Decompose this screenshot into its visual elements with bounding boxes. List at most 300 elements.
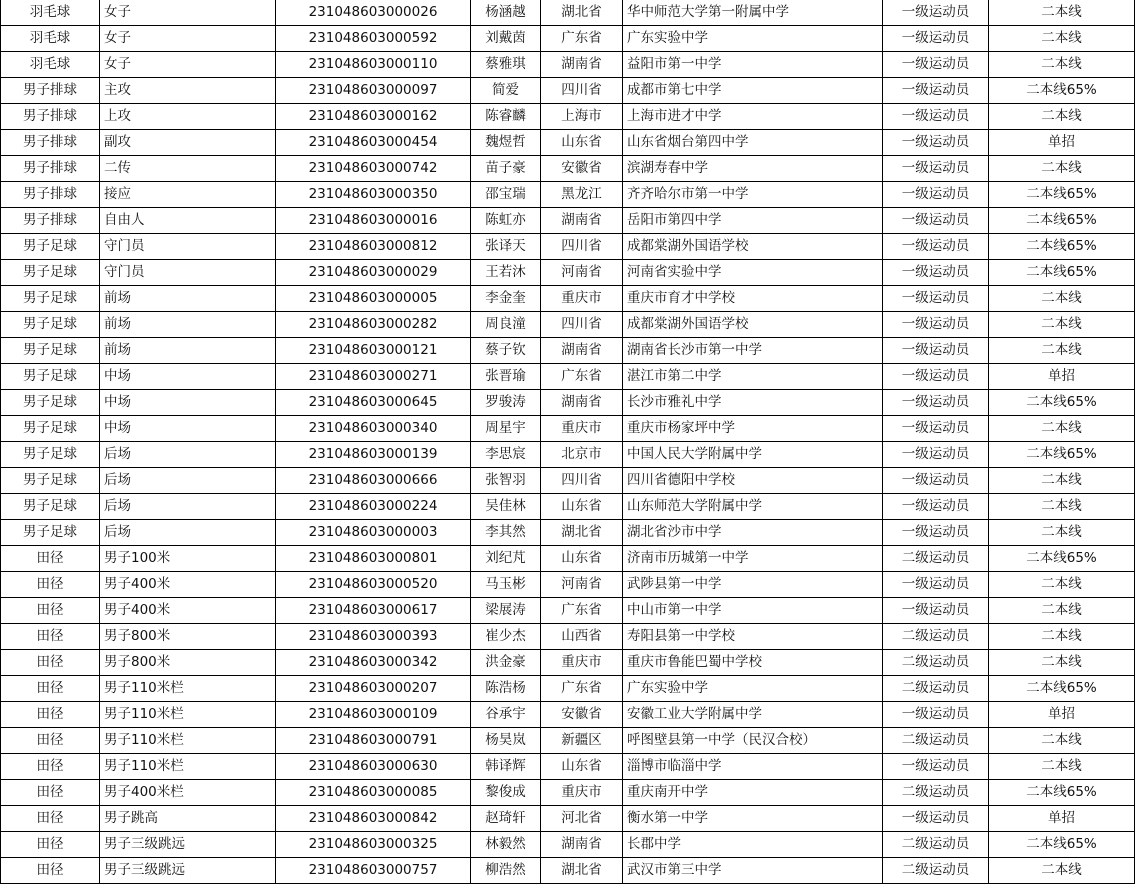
school-cell: 济南市历城第一中学 bbox=[623, 546, 883, 572]
event-cell: 前场 bbox=[100, 338, 276, 364]
table-row bbox=[1, 624, 1135, 650]
name-cell: 黎俊成 bbox=[471, 780, 541, 806]
province-cell: 湖南省 bbox=[541, 338, 623, 364]
admission-line-cell: 二本线65% bbox=[989, 546, 1135, 572]
sport-cell: 男子排球 bbox=[1, 208, 100, 234]
exam-id-cell: 231048603000812 bbox=[276, 234, 471, 260]
athlete-level-cell: 二级运动员 bbox=[883, 780, 989, 806]
sport-cell: 羽毛球 bbox=[1, 0, 100, 26]
athlete-level-cell: 一级运动员 bbox=[883, 208, 989, 234]
province-cell: 湖南省 bbox=[541, 208, 623, 234]
province-cell: 安徽省 bbox=[541, 156, 623, 182]
school-cell: 重庆市育才中学校 bbox=[623, 286, 883, 312]
school-cell: 湖南省长沙市第一中学 bbox=[623, 338, 883, 364]
admission-line-cell: 二本线 bbox=[989, 468, 1135, 494]
name-cell: 韩译辉 bbox=[471, 754, 541, 780]
province-cell: 四川省 bbox=[541, 312, 623, 338]
sport-cell: 男子足球 bbox=[1, 286, 100, 312]
name-cell: 杨涵越 bbox=[471, 0, 541, 26]
name-cell: 王若沐 bbox=[471, 260, 541, 286]
school-cell: 重庆南开中学 bbox=[623, 780, 883, 806]
athlete-level-cell: 一级运动员 bbox=[883, 78, 989, 104]
exam-id-cell: 231048603000271 bbox=[276, 364, 471, 390]
athlete-level-cell: 一级运动员 bbox=[883, 338, 989, 364]
sport-cell: 田径 bbox=[1, 780, 100, 806]
event-cell: 二传 bbox=[100, 156, 276, 182]
event-cell: 男子400米 bbox=[100, 598, 276, 624]
exam-id-cell: 231048603000350 bbox=[276, 182, 471, 208]
table-row bbox=[1, 364, 1135, 390]
table-row bbox=[1, 156, 1135, 182]
table-row bbox=[1, 78, 1135, 104]
table-row bbox=[1, 650, 1135, 676]
exam-id-cell: 231048603000592 bbox=[276, 26, 471, 52]
name-cell: 蔡雅琪 bbox=[471, 52, 541, 78]
sport-cell: 田径 bbox=[1, 624, 100, 650]
event-cell: 中场 bbox=[100, 416, 276, 442]
province-cell: 湖北省 bbox=[541, 520, 623, 546]
exam-id-cell: 231048603000791 bbox=[276, 728, 471, 754]
province-cell: 山东省 bbox=[541, 130, 623, 156]
athlete-level-cell: 一级运动员 bbox=[883, 702, 989, 728]
athlete-level-cell: 一级运动员 bbox=[883, 598, 989, 624]
sport-cell: 田径 bbox=[1, 806, 100, 832]
exam-id-cell: 231048603000003 bbox=[276, 520, 471, 546]
event-cell: 女子 bbox=[100, 52, 276, 78]
province-cell: 黑龙江 bbox=[541, 182, 623, 208]
school-cell: 湛江市第二中学 bbox=[623, 364, 883, 390]
school-cell: 寿阳县第一中学校 bbox=[623, 624, 883, 650]
admission-line-cell: 二本线65% bbox=[989, 260, 1135, 286]
sport-cell: 男子足球 bbox=[1, 390, 100, 416]
sport-cell: 田径 bbox=[1, 572, 100, 598]
exam-id-cell: 231048603000121 bbox=[276, 338, 471, 364]
name-cell: 陈浩杨 bbox=[471, 676, 541, 702]
name-cell: 张智羽 bbox=[471, 468, 541, 494]
exam-id-cell: 231048603000757 bbox=[276, 858, 471, 884]
table-row bbox=[1, 234, 1135, 260]
event-cell: 男子110米栏 bbox=[100, 754, 276, 780]
school-cell: 衡水第一中学 bbox=[623, 806, 883, 832]
school-cell: 岳阳市第四中学 bbox=[623, 208, 883, 234]
admission-line-cell: 二本线 bbox=[989, 858, 1135, 884]
event-cell: 后场 bbox=[100, 520, 276, 546]
event-cell: 自由人 bbox=[100, 208, 276, 234]
table-row bbox=[1, 312, 1135, 338]
school-cell: 齐齐哈尔市第一中学 bbox=[623, 182, 883, 208]
school-cell: 中国人民大学附属中学 bbox=[623, 442, 883, 468]
exam-id-cell: 231048603000109 bbox=[276, 702, 471, 728]
sport-cell: 男子足球 bbox=[1, 442, 100, 468]
exam-id-cell: 231048603000393 bbox=[276, 624, 471, 650]
admission-line-cell: 二本线 bbox=[989, 156, 1135, 182]
school-cell: 四川省德阳中学校 bbox=[623, 468, 883, 494]
event-cell: 男子800米 bbox=[100, 624, 276, 650]
table-row bbox=[1, 130, 1135, 156]
school-cell: 河南省实验中学 bbox=[623, 260, 883, 286]
event-cell: 男子110米栏 bbox=[100, 676, 276, 702]
province-cell: 山西省 bbox=[541, 624, 623, 650]
admission-line-cell: 二本线 bbox=[989, 338, 1135, 364]
event-cell: 中场 bbox=[100, 390, 276, 416]
table-row bbox=[1, 260, 1135, 286]
sport-cell: 田径 bbox=[1, 702, 100, 728]
table-row bbox=[1, 208, 1135, 234]
admission-line-cell: 二本线 bbox=[989, 598, 1135, 624]
athlete-level-cell: 一级运动员 bbox=[883, 520, 989, 546]
event-cell: 女子 bbox=[100, 26, 276, 52]
exam-id-cell: 231048603000282 bbox=[276, 312, 471, 338]
admission-line-cell: 二本线65% bbox=[989, 182, 1135, 208]
province-cell: 重庆市 bbox=[541, 780, 623, 806]
table-row bbox=[1, 286, 1135, 312]
exam-id-cell: 231048603000617 bbox=[276, 598, 471, 624]
admission-line-cell: 二本线65% bbox=[989, 676, 1135, 702]
table-row bbox=[1, 832, 1135, 858]
event-cell: 前场 bbox=[100, 312, 276, 338]
province-cell: 山东省 bbox=[541, 754, 623, 780]
school-cell: 上海市进才中学 bbox=[623, 104, 883, 130]
name-cell: 洪金豪 bbox=[471, 650, 541, 676]
event-cell: 后场 bbox=[100, 494, 276, 520]
name-cell: 苗子豪 bbox=[471, 156, 541, 182]
event-cell: 男子三级跳远 bbox=[100, 832, 276, 858]
sport-cell: 男子排球 bbox=[1, 156, 100, 182]
province-cell: 河南省 bbox=[541, 260, 623, 286]
athlete-level-cell: 一级运动员 bbox=[883, 416, 989, 442]
school-cell: 山东省烟台第四中学 bbox=[623, 130, 883, 156]
table-row bbox=[1, 858, 1135, 884]
table-row bbox=[1, 598, 1135, 624]
table-row bbox=[1, 546, 1135, 572]
admission-line-cell: 二本线 bbox=[989, 52, 1135, 78]
province-cell: 湖北省 bbox=[541, 0, 623, 26]
name-cell: 陈虹亦 bbox=[471, 208, 541, 234]
sport-cell: 羽毛球 bbox=[1, 26, 100, 52]
admission-line-cell: 二本线65% bbox=[989, 442, 1135, 468]
sport-cell: 男子排球 bbox=[1, 182, 100, 208]
admission-line-cell: 单招 bbox=[989, 130, 1135, 156]
name-cell: 刘戴茵 bbox=[471, 26, 541, 52]
table-body bbox=[1, 0, 1135, 884]
athlete-level-cell: 一级运动员 bbox=[883, 52, 989, 78]
exam-id-cell: 231048603000645 bbox=[276, 390, 471, 416]
name-cell: 张晋瑜 bbox=[471, 364, 541, 390]
admission-line-cell: 二本线 bbox=[989, 416, 1135, 442]
school-cell: 华中师范大学第一附属中学 bbox=[623, 0, 883, 26]
province-cell: 山东省 bbox=[541, 494, 623, 520]
admission-line-cell: 二本线 bbox=[989, 0, 1135, 26]
event-cell: 主攻 bbox=[100, 78, 276, 104]
table-row bbox=[1, 676, 1135, 702]
province-cell: 安徽省 bbox=[541, 702, 623, 728]
school-cell: 广东实验中学 bbox=[623, 26, 883, 52]
exam-id-cell: 231048603000801 bbox=[276, 546, 471, 572]
table-row bbox=[1, 572, 1135, 598]
school-cell: 山东师范大学附属中学 bbox=[623, 494, 883, 520]
exam-id-cell: 231048603000110 bbox=[276, 52, 471, 78]
sport-cell: 男子足球 bbox=[1, 416, 100, 442]
sport-cell: 男子足球 bbox=[1, 468, 100, 494]
school-cell: 武陟县第一中学 bbox=[623, 572, 883, 598]
table-row bbox=[1, 390, 1135, 416]
name-cell: 蔡子钦 bbox=[471, 338, 541, 364]
exam-id-cell: 231048603000340 bbox=[276, 416, 471, 442]
school-cell: 重庆市鲁能巴蜀中学校 bbox=[623, 650, 883, 676]
event-cell: 后场 bbox=[100, 442, 276, 468]
school-cell: 滨湖寿春中学 bbox=[623, 156, 883, 182]
exam-id-cell: 231048603000162 bbox=[276, 104, 471, 130]
admission-line-cell: 单招 bbox=[989, 702, 1135, 728]
admission-line-cell: 二本线65% bbox=[989, 390, 1135, 416]
exam-id-cell: 231048603000139 bbox=[276, 442, 471, 468]
exam-id-cell: 231048603000342 bbox=[276, 650, 471, 676]
sport-cell: 男子排球 bbox=[1, 104, 100, 130]
admission-line-cell: 二本线65% bbox=[989, 208, 1135, 234]
school-cell: 湖北省沙市中学 bbox=[623, 520, 883, 546]
exam-id-cell: 231048603000207 bbox=[276, 676, 471, 702]
sport-cell: 男子足球 bbox=[1, 364, 100, 390]
exam-id-cell: 231048603000029 bbox=[276, 260, 471, 286]
exam-id-cell: 231048603000842 bbox=[276, 806, 471, 832]
name-cell: 林毅然 bbox=[471, 832, 541, 858]
event-cell: 接应 bbox=[100, 182, 276, 208]
name-cell: 马玉彬 bbox=[471, 572, 541, 598]
event-cell: 男子800米 bbox=[100, 650, 276, 676]
name-cell: 罗骏涛 bbox=[471, 390, 541, 416]
province-cell: 上海市 bbox=[541, 104, 623, 130]
athlete-level-cell: 二级运动员 bbox=[883, 676, 989, 702]
name-cell: 简爱 bbox=[471, 78, 541, 104]
province-cell: 湖北省 bbox=[541, 858, 623, 884]
event-cell: 男子400米栏 bbox=[100, 780, 276, 806]
athlete-level-cell: 一级运动员 bbox=[883, 286, 989, 312]
name-cell: 李金奎 bbox=[471, 286, 541, 312]
athlete-level-cell: 一级运动员 bbox=[883, 130, 989, 156]
exam-id-cell: 231048603000026 bbox=[276, 0, 471, 26]
exam-id-cell: 231048603000520 bbox=[276, 572, 471, 598]
table-row bbox=[1, 182, 1135, 208]
province-cell: 湖南省 bbox=[541, 832, 623, 858]
event-cell: 守门员 bbox=[100, 260, 276, 286]
athlete-level-cell: 一级运动员 bbox=[883, 494, 989, 520]
name-cell: 梁展涛 bbox=[471, 598, 541, 624]
school-cell: 长沙市雅礼中学 bbox=[623, 390, 883, 416]
sport-cell: 田径 bbox=[1, 858, 100, 884]
name-cell: 陈睿麟 bbox=[471, 104, 541, 130]
table-row bbox=[1, 494, 1135, 520]
school-cell: 淄博市临淄中学 bbox=[623, 754, 883, 780]
name-cell: 邵宝瑞 bbox=[471, 182, 541, 208]
name-cell: 杨昊岚 bbox=[471, 728, 541, 754]
exam-id-cell: 231048603000630 bbox=[276, 754, 471, 780]
exam-id-cell: 231048603000325 bbox=[276, 832, 471, 858]
province-cell: 湖南省 bbox=[541, 52, 623, 78]
admission-line-cell: 二本线 bbox=[989, 728, 1135, 754]
sport-cell: 男子足球 bbox=[1, 520, 100, 546]
event-cell: 守门员 bbox=[100, 234, 276, 260]
athlete-level-cell: 一级运动员 bbox=[883, 156, 989, 182]
admission-line-cell: 二本线65% bbox=[989, 78, 1135, 104]
school-cell: 长郡中学 bbox=[623, 832, 883, 858]
name-cell: 谷承宇 bbox=[471, 702, 541, 728]
table-row bbox=[1, 338, 1135, 364]
sport-cell: 田径 bbox=[1, 598, 100, 624]
sport-cell: 男子排球 bbox=[1, 130, 100, 156]
province-cell: 四川省 bbox=[541, 234, 623, 260]
table-row bbox=[1, 0, 1135, 26]
table-row bbox=[1, 702, 1135, 728]
table-row bbox=[1, 780, 1135, 806]
name-cell: 周星宇 bbox=[471, 416, 541, 442]
athlete-level-cell: 一级运动员 bbox=[883, 0, 989, 26]
province-cell: 湖南省 bbox=[541, 390, 623, 416]
exam-id-cell: 231048603000016 bbox=[276, 208, 471, 234]
event-cell: 男子跳高 bbox=[100, 806, 276, 832]
province-cell: 北京市 bbox=[541, 442, 623, 468]
province-cell: 四川省 bbox=[541, 78, 623, 104]
name-cell: 吴佳林 bbox=[471, 494, 541, 520]
athlete-level-cell: 二级运动员 bbox=[883, 624, 989, 650]
event-cell: 中场 bbox=[100, 364, 276, 390]
table-row bbox=[1, 806, 1135, 832]
province-cell: 新疆区 bbox=[541, 728, 623, 754]
sport-cell: 男子排球 bbox=[1, 78, 100, 104]
sport-cell: 田径 bbox=[1, 754, 100, 780]
sport-cell: 男子足球 bbox=[1, 312, 100, 338]
admission-line-cell: 二本线 bbox=[989, 104, 1135, 130]
table-row bbox=[1, 728, 1135, 754]
school-cell: 重庆市杨家坪中学 bbox=[623, 416, 883, 442]
event-cell: 男子110米栏 bbox=[100, 728, 276, 754]
school-cell: 益阳市第一中学 bbox=[623, 52, 883, 78]
table-row bbox=[1, 104, 1135, 130]
sport-cell: 男子足球 bbox=[1, 338, 100, 364]
athlete-level-cell: 一级运动员 bbox=[883, 364, 989, 390]
athlete-level-cell: 二级运动员 bbox=[883, 546, 989, 572]
sport-cell: 田径 bbox=[1, 650, 100, 676]
athlete-level-cell: 一级运动员 bbox=[883, 754, 989, 780]
name-cell: 赵琦轩 bbox=[471, 806, 541, 832]
table-row bbox=[1, 754, 1135, 780]
name-cell: 张译天 bbox=[471, 234, 541, 260]
table-row bbox=[1, 520, 1135, 546]
event-cell: 上攻 bbox=[100, 104, 276, 130]
admission-line-cell: 二本线 bbox=[989, 286, 1135, 312]
athlete-level-cell: 一级运动员 bbox=[883, 806, 989, 832]
province-cell: 河南省 bbox=[541, 572, 623, 598]
province-cell: 重庆市 bbox=[541, 650, 623, 676]
sport-cell: 田径 bbox=[1, 832, 100, 858]
admission-line-cell: 二本线 bbox=[989, 26, 1135, 52]
athlete-level-cell: 一级运动员 bbox=[883, 468, 989, 494]
athlete-level-cell: 一级运动员 bbox=[883, 390, 989, 416]
exam-id-cell: 231048603000666 bbox=[276, 468, 471, 494]
event-cell: 后场 bbox=[100, 468, 276, 494]
event-cell: 副攻 bbox=[100, 130, 276, 156]
name-cell: 李思宸 bbox=[471, 442, 541, 468]
exam-id-cell: 231048603000085 bbox=[276, 780, 471, 806]
athlete-level-cell: 一级运动员 bbox=[883, 104, 989, 130]
athlete-level-cell: 一级运动员 bbox=[883, 234, 989, 260]
province-cell: 广东省 bbox=[541, 598, 623, 624]
province-cell: 重庆市 bbox=[541, 416, 623, 442]
sport-cell: 田径 bbox=[1, 728, 100, 754]
sport-cell: 羽毛球 bbox=[1, 52, 100, 78]
athlete-level-cell: 一级运动员 bbox=[883, 442, 989, 468]
athlete-level-cell: 一级运动员 bbox=[883, 260, 989, 286]
school-cell: 安徽工业大学附属中学 bbox=[623, 702, 883, 728]
table-row bbox=[1, 26, 1135, 52]
admission-line-cell: 二本线65% bbox=[989, 780, 1135, 806]
exam-id-cell: 231048603000454 bbox=[276, 130, 471, 156]
province-cell: 重庆市 bbox=[541, 286, 623, 312]
admission-line-cell: 二本线 bbox=[989, 624, 1135, 650]
event-cell: 女子 bbox=[100, 0, 276, 26]
athlete-level-cell: 一级运动员 bbox=[883, 572, 989, 598]
admission-line-cell: 二本线 bbox=[989, 494, 1135, 520]
event-cell: 男子三级跳远 bbox=[100, 858, 276, 884]
sport-cell: 男子足球 bbox=[1, 234, 100, 260]
sport-cell: 男子足球 bbox=[1, 260, 100, 286]
admission-line-cell: 二本线 bbox=[989, 520, 1135, 546]
event-cell: 男子400米 bbox=[100, 572, 276, 598]
province-cell: 山东省 bbox=[541, 546, 623, 572]
athlete-level-cell: 二级运动员 bbox=[883, 728, 989, 754]
province-cell: 河北省 bbox=[541, 806, 623, 832]
event-cell: 男子100米 bbox=[100, 546, 276, 572]
province-cell: 四川省 bbox=[541, 468, 623, 494]
event-cell: 男子110米栏 bbox=[100, 702, 276, 728]
province-cell: 广东省 bbox=[541, 364, 623, 390]
name-cell: 崔少杰 bbox=[471, 624, 541, 650]
province-cell: 广东省 bbox=[541, 26, 623, 52]
name-cell: 李其然 bbox=[471, 520, 541, 546]
table-row bbox=[1, 52, 1135, 78]
admission-line-cell: 二本线65% bbox=[989, 832, 1135, 858]
name-cell: 柳浩然 bbox=[471, 858, 541, 884]
athlete-level-cell: 一级运动员 bbox=[883, 26, 989, 52]
sport-cell: 田径 bbox=[1, 676, 100, 702]
table-row bbox=[1, 416, 1135, 442]
admission-line-cell: 二本线 bbox=[989, 312, 1135, 338]
event-cell: 前场 bbox=[100, 286, 276, 312]
admission-line-cell: 二本线65% bbox=[989, 234, 1135, 260]
school-cell: 中山市第一中学 bbox=[623, 598, 883, 624]
athlete-level-cell: 二级运动员 bbox=[883, 650, 989, 676]
table-row bbox=[1, 442, 1135, 468]
school-cell: 成都市第七中学 bbox=[623, 78, 883, 104]
name-cell: 魏煜哲 bbox=[471, 130, 541, 156]
admission-line-cell: 二本线 bbox=[989, 572, 1135, 598]
name-cell: 刘纪芃 bbox=[471, 546, 541, 572]
sport-cell: 田径 bbox=[1, 546, 100, 572]
exam-id-cell: 231048603000224 bbox=[276, 494, 471, 520]
school-cell: 呼图壁县第一中学（民汉合校） bbox=[623, 728, 883, 754]
province-cell: 广东省 bbox=[541, 676, 623, 702]
athlete-level-cell: 二级运动员 bbox=[883, 858, 989, 884]
name-cell: 周良潼 bbox=[471, 312, 541, 338]
admission-line-cell: 单招 bbox=[989, 364, 1135, 390]
school-cell: 成都棠湖外国语学校 bbox=[623, 312, 883, 338]
admission-line-cell: 二本线 bbox=[989, 650, 1135, 676]
athlete-level-cell: 一级运动员 bbox=[883, 312, 989, 338]
exam-id-cell: 231048603000005 bbox=[276, 286, 471, 312]
admission-line-cell: 单招 bbox=[989, 806, 1135, 832]
school-cell: 广东实验中学 bbox=[623, 676, 883, 702]
exam-id-cell: 231048603000097 bbox=[276, 78, 471, 104]
table-row bbox=[1, 468, 1135, 494]
